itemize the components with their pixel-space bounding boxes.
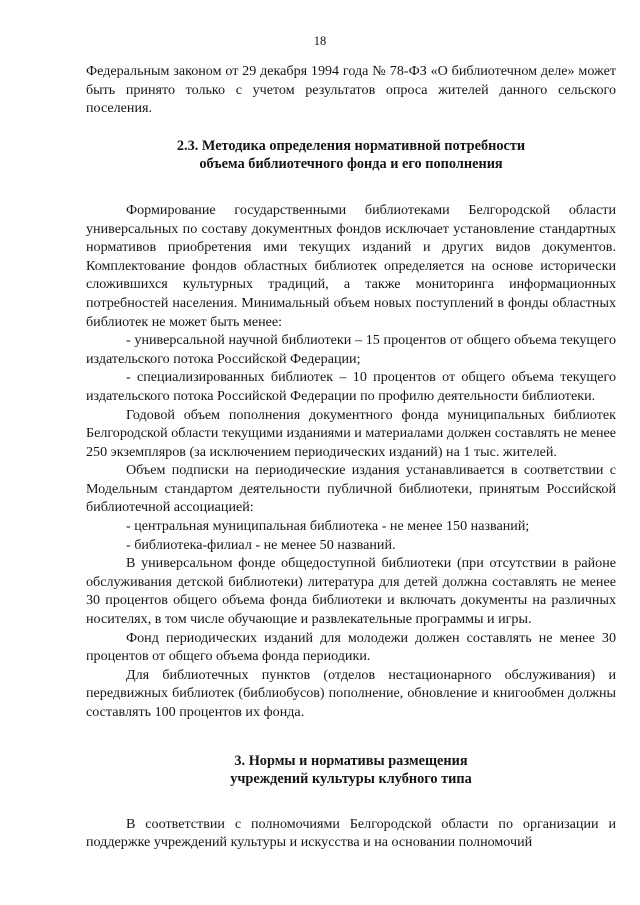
section-2-3-title-line2: объема библиотечного фонда и его пополнения [199,156,503,173]
paragraph-youth-periodicals: Фонд периодических изданий для молодежи должен составлять не менее 30 процентов от общего объема фонда периодики. [86,629,616,665]
section-3-title-line1: 3. Нормы и нормативы размещения [234,752,468,769]
list-item-branch-library: - библиотека-филиал - не менее 50 названий. [126,536,396,553]
list-item-central-library: - центральная муниципальная библиотека - не менее 150 названий; [126,518,530,535]
page-number: 18 [313,34,327,48]
paragraph-subscription: Объем подписки на периодические издания устанавливается в соответствии с Модельным стандартом деятельности публичной библиотеки, принятым Российской библиотечной ассоциацией: [86,462,616,516]
paragraph-formation: Формирование государственными библиотеками Белгородской области универсальных по составу документных фондов исключает установление стандартных нормативов приобретения ими текущих изданий и других видов документов. Комплектование фондов областных библиотек определяется на основе исторически сложившихся культурных традиций, а также мониторинга информационных потребностей населения. Минимальный объем новых поступлений в фонды областных библиотек не может быть менее: [86,201,616,330]
document-body [86,62,616,852]
section-2-3-title-line1: 2.3. Методика определения нормативной потребности [176,137,526,154]
section-3-heading [86,752,616,789]
paragraph-childrens-literature: В универсальном фонде общедоступной библиотеки (при отсутствии в районе обслуживания детской библиотеки) литература для детей должна составлять не менее 30 процентов общего объема фонда библиотеки и включать документы на различных носителях, в том числе обучающие и развлекательные программы и игры. [86,555,616,628]
paragraph-library-points: Для библиотечных пунктов (отделов нестационарного обслуживания) и передвижных библиотек (библиобусов) пополнение, обновление и книгообмен должны составлять 100 процентов их фонда. [86,666,616,720]
intro-paragraph: Федеральным законом от 29 декабря 1994 года № 78-ФЗ «О библиотечном деле» может быть принято только с учетом результатов опроса жителей данного сельского поселения. [86,63,616,117]
list-item-specialized-libraries: - специализированных библиотек – 10 процентов от общего объема текущего издательского потока Российской Федерации по профилю деятельности библиотеки. [86,369,616,404]
section-2-3-heading [86,137,616,174]
paragraph-annual-volume: Годовой объем пополнения документного фонда муниципальных библиотек Белгородской области текущими изданиями и материалами должен составлять не менее 250 экземпляров (за исключением периодических изданий) на 1 тыс. жителей. [86,406,616,460]
paragraph-section-3: В соответствии с полномочиями Белгородской области по организации и поддержке учреждений культуры и искусства и на основании полномочий [86,815,616,851]
section-3-title-line2: учреждений культуры клубного типа [230,771,472,788]
list-item-universal-library: - универсальной научной библиотеки – 15 процентов от общего объема текущего издательского потока Российской Федерации; [86,332,616,367]
